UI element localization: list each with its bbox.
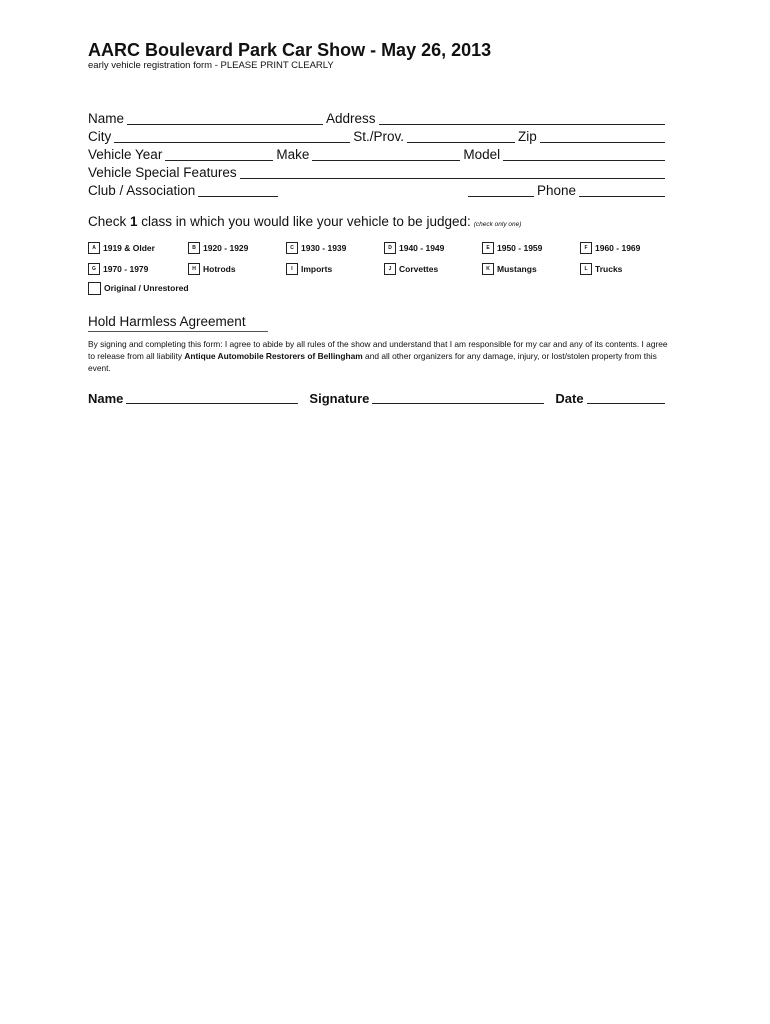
class-label: 1950 - 1959 [497, 242, 543, 253]
name-address-row [88, 109, 668, 127]
zip-label: Zip [518, 129, 537, 144]
club-phone-row [88, 181, 668, 199]
class-label: 1919 & Older [103, 242, 155, 253]
judging-heading-note: (check only one) [473, 221, 522, 228]
class-option[interactable] [384, 241, 482, 254]
form-subtitle: early vehicle registration form - PLEASE PRINT CLEARLY [88, 60, 334, 71]
class-label: Corvettes [399, 263, 439, 274]
special-features-field[interactable] [240, 166, 665, 179]
agreement-text [88, 338, 668, 374]
judging-heading-count: 1 [130, 214, 138, 229]
class-checkbox[interactable]: I [286, 263, 298, 275]
phone-field[interactable] [579, 184, 665, 197]
class-label: Hotrods [203, 263, 236, 274]
name-label: Name [88, 111, 125, 126]
class-option[interactable] [580, 262, 670, 275]
date-label: Date [555, 391, 584, 406]
agreement-org: Antique Automobile Restorers of Bellingham [184, 351, 363, 361]
make-label: Make [276, 147, 310, 162]
class-label: Mustangs [497, 263, 537, 274]
club-field[interactable] [198, 184, 278, 197]
signature-field[interactable] [372, 391, 544, 404]
agreement-text-1: By signing and completing this form: I agree to abide by all rules of the show and understand that I am responsible for my car and any of its contents. I agree to release from all liability [88, 339, 668, 361]
class-option[interactable] [286, 262, 384, 275]
date-field[interactable] [587, 391, 665, 404]
agreement-text-2: and all other organizers for any damage, injury, or lost/stolen property from this event. [88, 351, 657, 373]
class-option[interactable] [188, 241, 286, 254]
class-checkbox[interactable]: K [482, 263, 494, 275]
signer-name-label: Name [88, 391, 124, 406]
address-field[interactable] [379, 112, 665, 125]
class-checkbox[interactable]: L [580, 263, 592, 275]
class-checkbox[interactable]: F [580, 242, 592, 254]
class-option[interactable] [580, 241, 670, 254]
form-title: AARC Boulevard Park Car Show - May 26, 2013 [88, 40, 492, 60]
class-checkbox[interactable]: C [286, 242, 298, 254]
judging-heading-post: class in which you would like your vehicle to be judged: [137, 214, 471, 229]
class-checkbox[interactable]: D [384, 242, 396, 254]
club-label: Club / Association [88, 183, 196, 198]
vehicle-row [88, 145, 668, 163]
address-label: Address [326, 111, 376, 126]
class-label: Trucks [595, 263, 623, 274]
class-checkbox[interactable]: J [384, 263, 396, 275]
class-option[interactable] [482, 241, 580, 254]
judging-heading [88, 213, 668, 231]
st-prov-label: St./Prov. [353, 129, 405, 144]
class-option[interactable] [384, 262, 482, 275]
model-label: Model [463, 147, 501, 162]
class-label: Imports [301, 263, 333, 274]
special-features-row [88, 163, 668, 181]
judging-heading-pre: Check [88, 214, 131, 229]
class-checkbox[interactable]: A [88, 242, 100, 254]
class-label: 1920 - 1929 [203, 242, 249, 253]
class-option[interactable] [482, 262, 580, 275]
signature-row [88, 388, 668, 406]
make-field[interactable] [312, 148, 460, 161]
signer-name-field[interactable] [126, 391, 298, 404]
class-checkbox[interactable]: B [188, 242, 200, 254]
original-unrestored-checkbox[interactable] [88, 282, 101, 295]
original-unrestored-label: Original / Unrestored [104, 283, 189, 293]
st-prov-field[interactable] [407, 130, 515, 143]
registration-form [88, 40, 668, 406]
city-label: City [88, 129, 112, 144]
class-checkbox[interactable]: H [188, 263, 200, 275]
vehicle-year-field[interactable] [165, 148, 273, 161]
signature-label: Signature [309, 391, 370, 406]
club-field-extension[interactable] [468, 184, 534, 197]
class-label: 1970 - 1979 [103, 263, 149, 274]
model-field[interactable] [503, 148, 665, 161]
class-checkbox[interactable]: G [88, 263, 100, 275]
city-row [88, 127, 668, 145]
class-option[interactable] [88, 262, 188, 275]
agreement-title: Hold Harmless Agreement [88, 313, 268, 332]
class-label: 1930 - 1939 [301, 242, 347, 253]
original-unrestored-option[interactable] [88, 281, 668, 295]
special-features-label: Vehicle Special Features [88, 165, 237, 180]
zip-field[interactable] [540, 130, 665, 143]
class-label: 1940 - 1949 [399, 242, 445, 253]
class-option[interactable] [88, 241, 188, 254]
name-field[interactable] [127, 112, 323, 125]
judging-classes [88, 241, 668, 275]
class-option[interactable] [286, 241, 384, 254]
vehicle-year-label: Vehicle Year [88, 147, 163, 162]
class-option[interactable] [188, 262, 286, 275]
class-label: 1960 - 1969 [595, 242, 641, 253]
city-field[interactable] [114, 130, 350, 143]
phone-label: Phone [536, 183, 576, 198]
class-checkbox[interactable]: E [482, 242, 494, 254]
